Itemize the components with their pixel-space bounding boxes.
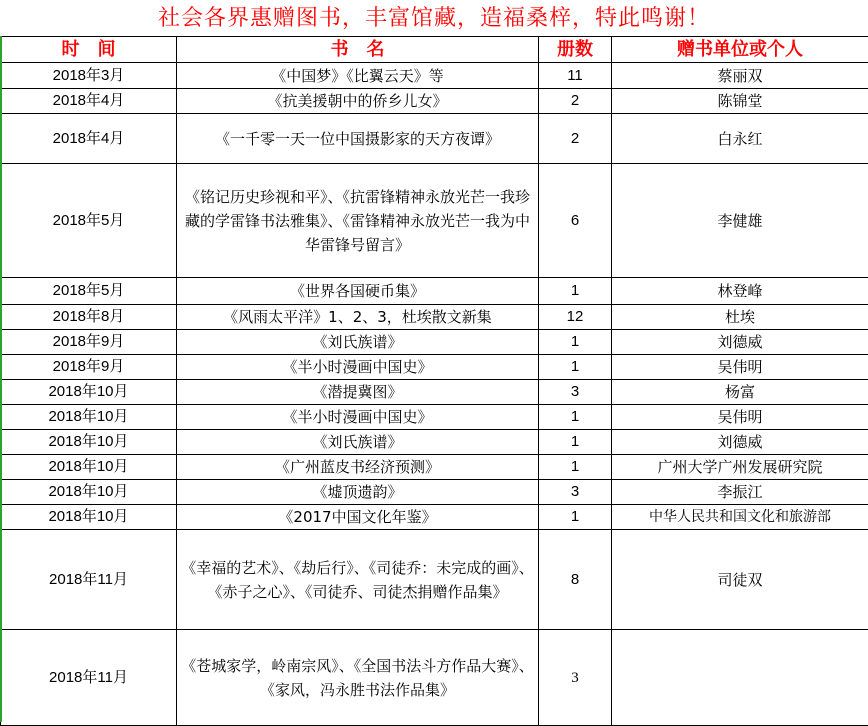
cell-count: 1 bbox=[539, 430, 612, 455]
cell-title: 《2017中国文化年鉴》 bbox=[177, 505, 539, 530]
cell-count: 2 bbox=[539, 114, 612, 164]
cell-date: 2018年10月 bbox=[1, 380, 177, 405]
cell-count: 1 bbox=[539, 455, 612, 480]
cell-count: 3 bbox=[539, 380, 612, 405]
cell-date: 2018年10月 bbox=[1, 505, 177, 530]
cell-title: 《中国梦》《比翼云天》等 bbox=[177, 63, 539, 89]
cell-title: 《一千零一天一位中国摄影家的天方夜谭》 bbox=[177, 114, 539, 164]
cell-donor: 司徒双 bbox=[612, 530, 868, 630]
cell-date: 2018年9月 bbox=[1, 355, 177, 380]
cell-count: 2 bbox=[539, 89, 612, 114]
table-row bbox=[1, 89, 868, 114]
table-row bbox=[1, 355, 868, 380]
table-row bbox=[1, 380, 868, 405]
cell-count: 1 bbox=[539, 405, 612, 430]
cell-donor: 杜埃 bbox=[612, 305, 868, 330]
cell-title: 《广州蓝皮书经济预测》 bbox=[177, 455, 539, 480]
cell-date: 2018年4月 bbox=[1, 89, 177, 114]
table-row bbox=[1, 630, 868, 726]
cell-donor: 李振江 bbox=[612, 480, 868, 505]
cell-date: 2018年9月 bbox=[1, 330, 177, 355]
cell-donor: 吴伟明 bbox=[612, 405, 868, 430]
cell-title: 《铭记历史珍视和平》、《抗雷锋精神永放光芒一我珍藏的学雷锋书法雅集》、《雷锋精神永放光芒一我为中华雷锋号留言》 bbox=[177, 164, 539, 278]
cell-donor: 林登峰 bbox=[612, 278, 868, 305]
cell-date: 2018年4月 bbox=[1, 114, 177, 164]
cell-count: 3 bbox=[539, 630, 612, 726]
cell-title: 《墟顶遗韵》 bbox=[177, 480, 539, 505]
cell-donor: 吴伟明 bbox=[612, 355, 868, 380]
column-header-date: 时 间 bbox=[1, 37, 177, 63]
cell-title: 《世界各国硬币集》 bbox=[177, 278, 539, 305]
cell-count: 1 bbox=[539, 505, 612, 530]
table-row bbox=[1, 530, 868, 630]
table-row bbox=[1, 505, 868, 530]
table-row bbox=[1, 480, 868, 505]
page-title: 社会各界惠赠图书，丰富馆藏，造福桑梓，特此鸣谢！ bbox=[0, 0, 868, 36]
left-edge-border bbox=[0, 36, 2, 722]
cell-donor bbox=[612, 630, 868, 726]
column-header-title: 书 名 bbox=[177, 37, 539, 63]
cell-count: 6 bbox=[539, 164, 612, 278]
donation-table bbox=[0, 36, 868, 726]
cell-donor: 中华人民共和国文化和旅游部 bbox=[612, 505, 868, 530]
cell-date: 2018年5月 bbox=[1, 278, 177, 305]
cell-title: 《刘氏族谱》 bbox=[177, 430, 539, 455]
table-row bbox=[1, 114, 868, 164]
cell-title: 《半小时漫画中国史》 bbox=[177, 405, 539, 430]
column-header-donor: 赠书单位或个人 bbox=[612, 37, 868, 63]
cell-count: 1 bbox=[539, 330, 612, 355]
cell-count: 8 bbox=[539, 530, 612, 630]
table-row bbox=[1, 63, 868, 89]
cell-date: 2018年10月 bbox=[1, 455, 177, 480]
cell-count: 1 bbox=[539, 355, 612, 380]
cell-date: 2018年11月 bbox=[1, 530, 177, 630]
cell-count: 11 bbox=[539, 63, 612, 89]
table-row bbox=[1, 164, 868, 278]
cell-title: 《半小时漫画中国史》 bbox=[177, 355, 539, 380]
table-row bbox=[1, 430, 868, 455]
cell-date: 2018年10月 bbox=[1, 480, 177, 505]
cell-count: 12 bbox=[539, 305, 612, 330]
cell-donor: 蔡丽双 bbox=[612, 63, 868, 89]
cell-donor: 刘德威 bbox=[612, 430, 868, 455]
cell-count: 1 bbox=[539, 278, 612, 305]
cell-title: 《抗美援朝中的侨乡儿女》 bbox=[177, 89, 539, 114]
cell-count: 3 bbox=[539, 480, 612, 505]
cell-title: 《幸福的艺术》、《劫后行》、《司徒乔：未完成的画》、《赤子之心》、《司徒乔、司徒杰捐赠作品集》 bbox=[177, 530, 539, 630]
column-header-count: 册数 bbox=[539, 37, 612, 63]
table-header-row bbox=[1, 37, 868, 63]
cell-donor: 李健雄 bbox=[612, 164, 868, 278]
cell-date: 2018年11月 bbox=[1, 630, 177, 726]
cell-title: 《刘氏族谱》 bbox=[177, 330, 539, 355]
cell-donor: 杨富 bbox=[612, 380, 868, 405]
cell-donor: 白永红 bbox=[612, 114, 868, 164]
cell-date: 2018年10月 bbox=[1, 430, 177, 455]
cell-title: 《风雨太平洋》1、2、3，杜埃散文新集 bbox=[177, 305, 539, 330]
table-row bbox=[1, 455, 868, 480]
cell-title: 《潜提冀图》 bbox=[177, 380, 539, 405]
table-row bbox=[1, 405, 868, 430]
cell-date: 2018年8月 bbox=[1, 305, 177, 330]
cell-donor: 刘德威 bbox=[612, 330, 868, 355]
cell-title: 《苍城家学，岭南宗风》、《全国书法斗方作品大赛》、《家风，冯永胜书法作品集》 bbox=[177, 630, 539, 726]
cell-donor: 陈锦堂 bbox=[612, 89, 868, 114]
cell-donor: 广州大学广州发展研究院 bbox=[612, 455, 868, 480]
table-row bbox=[1, 278, 868, 305]
cell-date: 2018年5月 bbox=[1, 164, 177, 278]
table-row bbox=[1, 305, 868, 330]
table-row bbox=[1, 330, 868, 355]
cell-date: 2018年10月 bbox=[1, 405, 177, 430]
cell-date: 2018年3月 bbox=[1, 63, 177, 89]
